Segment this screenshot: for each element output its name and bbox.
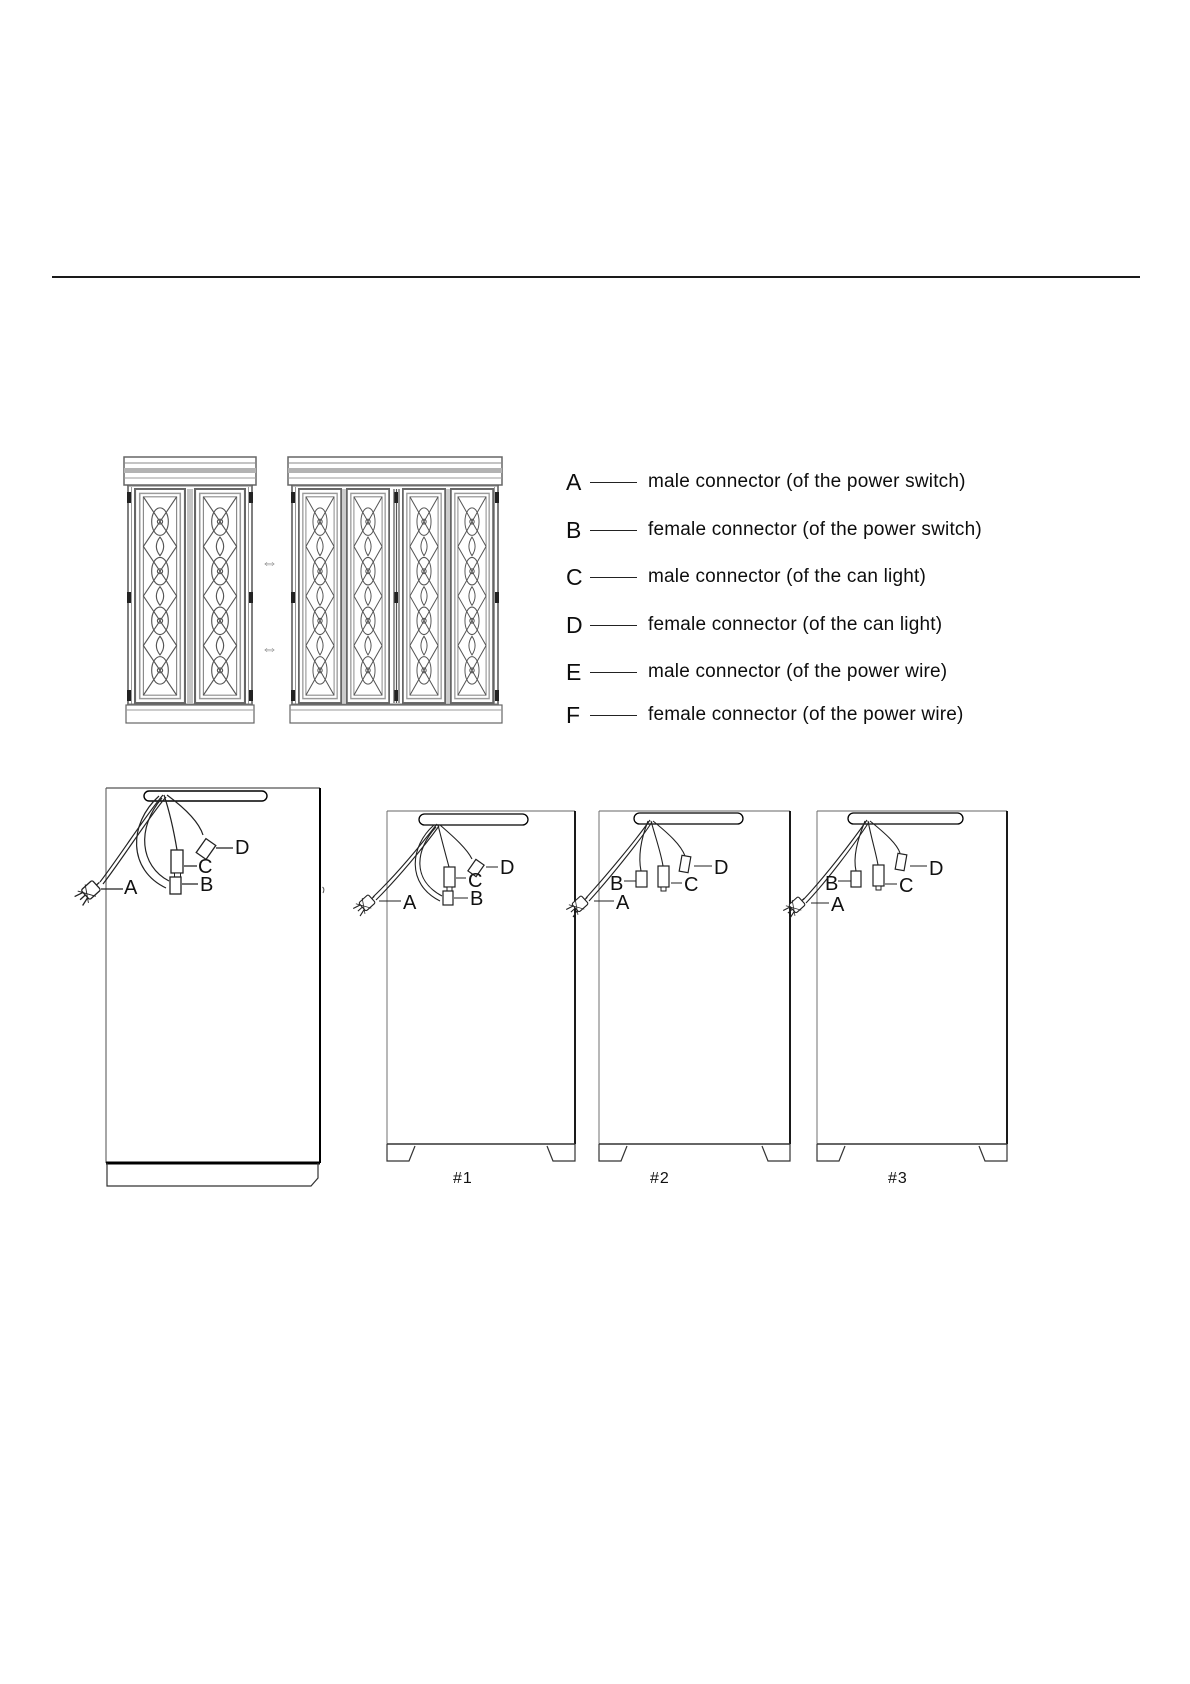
wire-label-a: A <box>831 894 845 916</box>
cabinet-back-view-unit2 <box>565 811 790 1161</box>
legend-text: male connector (of the power switch) <box>648 471 966 492</box>
legend-text: male connector (of the power wire) <box>648 661 948 682</box>
base-plinth <box>107 1163 318 1186</box>
unit-caption: #3 <box>888 1170 908 1187</box>
connector-c-tip <box>876 886 881 890</box>
connector-b <box>443 891 453 905</box>
cabinet-back-view-unit3 <box>782 811 1007 1161</box>
wire-label-c: C <box>198 856 213 878</box>
wire-slot <box>634 813 743 824</box>
wire-label-a: A <box>403 892 417 914</box>
legend-letter: B <box>566 516 582 543</box>
wire-label-b: B <box>610 873 624 895</box>
double-arrow-icon: ⇔ <box>261 639 278 658</box>
legend-text: female connector (of the power wire) <box>648 704 964 725</box>
legend-dash <box>590 482 637 483</box>
door-panel <box>195 489 245 703</box>
legend-text: female connector (of the can light) <box>648 614 943 635</box>
door-panel <box>347 489 389 703</box>
connector-c <box>873 865 884 886</box>
door-panel <box>135 489 185 703</box>
wire-label-a: A <box>616 892 630 914</box>
wire-label-d: D <box>500 857 515 879</box>
wires <box>373 824 472 901</box>
wire-label-d: D <box>235 837 250 859</box>
connector-c <box>444 867 455 887</box>
legend-letter: A <box>566 468 582 495</box>
connector-c <box>171 850 183 873</box>
connector-d <box>895 853 907 870</box>
connector-d <box>679 855 691 872</box>
legend-text: female connector (of the power switch) <box>648 519 982 540</box>
wire-slot <box>419 814 528 825</box>
front-elevation-two-door <box>124 457 256 723</box>
front-elevation-four-door <box>288 457 502 723</box>
connector-c-tip <box>661 887 666 891</box>
legend-dash <box>590 625 637 626</box>
feet <box>387 1144 575 1161</box>
legend-row <box>566 469 966 495</box>
double-arrow-icon: ⇔ <box>261 553 278 572</box>
cabinet-back-view-unit1 <box>352 811 575 1161</box>
legend-row <box>566 517 982 543</box>
wire-label-b: B <box>200 874 214 896</box>
wire-label-c: C <box>899 875 914 897</box>
legend-row <box>566 564 926 590</box>
unit-caption: #1 <box>453 1170 473 1187</box>
connector-b <box>851 871 861 887</box>
legend-letter: C <box>566 563 583 590</box>
connector-b <box>170 877 181 894</box>
wire-label-d: D <box>929 858 944 880</box>
unit-caption: #2 <box>650 1170 670 1187</box>
cabinet-back-view-main <box>73 788 324 1186</box>
legend-dash <box>590 577 637 578</box>
wires <box>100 795 203 888</box>
legend-dash <box>590 530 637 531</box>
feet <box>817 1144 1007 1161</box>
wire-label-b: B <box>825 873 839 895</box>
wire-label-a: A <box>124 877 138 899</box>
legend-dash <box>590 672 637 673</box>
connector-c <box>658 866 669 887</box>
wire-label-c: C <box>684 874 699 896</box>
legend-row <box>566 702 964 728</box>
feet <box>599 1144 790 1161</box>
wire-label-c: C <box>468 870 483 892</box>
legend-row <box>566 659 947 685</box>
wire-label-d: D <box>714 857 729 879</box>
legend-text: male connector (of the can light) <box>648 566 927 587</box>
legend-letter: F <box>566 701 581 728</box>
wires <box>586 820 685 901</box>
legend-dash <box>590 715 637 716</box>
connector-b <box>636 871 647 887</box>
power-plug-icon <box>782 893 809 919</box>
legend-letter: E <box>566 658 582 685</box>
legend-row <box>566 612 942 638</box>
door-panel <box>299 489 341 703</box>
door-panel <box>403 489 445 703</box>
wire-label-b: B <box>470 888 484 910</box>
legend-letter: D <box>566 611 583 638</box>
door-panel <box>451 489 493 703</box>
